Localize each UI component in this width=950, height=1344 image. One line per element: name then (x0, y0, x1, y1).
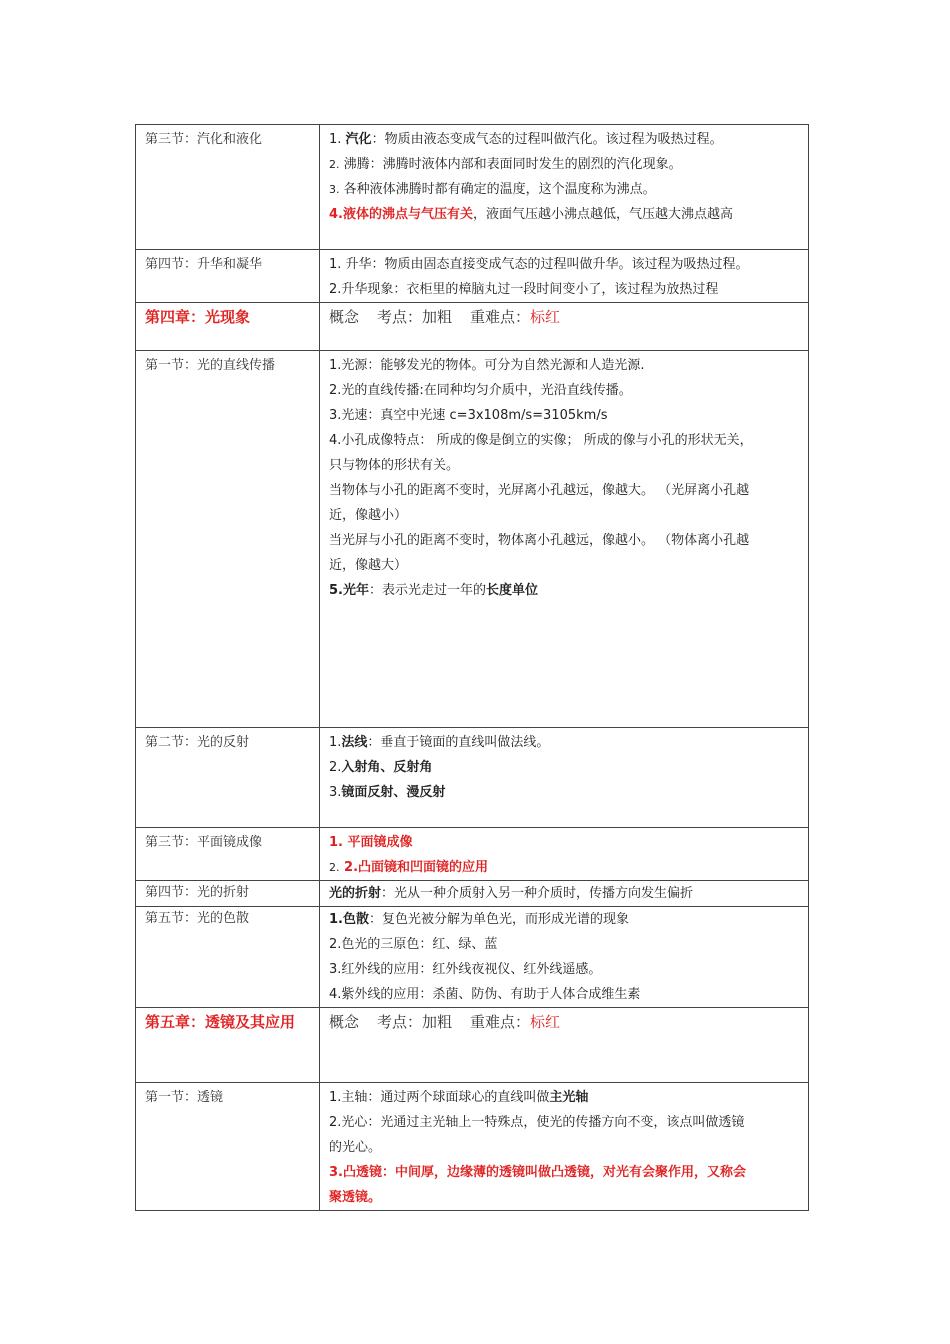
row-content (320, 125, 808, 227)
content-line (329, 202, 800, 227)
row-content (320, 250, 808, 302)
text-segment: 4.小孔成像特点： 所成的像是倒立的实像； 所成的像与小孔的形状无关， (329, 433, 753, 448)
text-segment: 沸腾：沸腾时液体内部和表面同时发生的剧烈的汽化现象。 (339, 157, 682, 172)
text-segment: 1.主轴：通过两个球面球心的直线叫做 (329, 1090, 550, 1105)
text-segment: ：垂直于镜面的直线叫做法线。 (367, 735, 550, 750)
legend-concept: 概念 (329, 308, 360, 326)
text-segment: ：复色光被分解为单色光，而形成光谱的现象 (368, 912, 629, 927)
content-line (329, 428, 800, 453)
section-title: 第二节：光的反射 (145, 735, 250, 750)
text-segment: 2.色光的三原色：红、绿、蓝 (329, 937, 498, 952)
text-segment: 1. 平面镜成像 (329, 835, 413, 850)
legend-bold: 考点：加粗 (377, 1013, 453, 1031)
text-segment: 2. (329, 861, 340, 874)
text-segment: 4. (329, 207, 343, 222)
text-segment: 近，像越大） (329, 558, 408, 573)
legend-key: 重难点： (470, 1013, 531, 1031)
content-line (329, 553, 800, 578)
section-title: 第四节：光的折射 (145, 885, 250, 900)
text-segment: 近，像越小） (329, 508, 408, 523)
text-segment: 2.光心：光通过主光轴上一特殊点，使光的传播方向不变，该点叫做透镜 (329, 1115, 745, 1130)
content-line (329, 177, 800, 202)
section-title: 第四节：升华和凝华 (145, 257, 263, 272)
text-segment: 聚透镜。 (329, 1190, 382, 1205)
text-segment: 1. 升华：物质由固态直接变成气态的过程叫做升华。该过程为吸热过程。 (329, 257, 749, 272)
text-segment: 4.紫外线的应用：杀菌、防伪、有助于人体合成维生素 (329, 987, 641, 1002)
content-line (329, 855, 800, 880)
content-line (329, 453, 800, 478)
row-content (320, 881, 808, 906)
content-line (329, 881, 800, 906)
text-segment: ：表示光走过一年的 (368, 583, 486, 598)
table-row (136, 728, 809, 828)
table-row (136, 828, 809, 881)
content-line (329, 932, 800, 957)
content-line (329, 755, 800, 780)
text-segment: 3.光速：真空中光速 c=3x108m/s=3105km/s (329, 408, 608, 423)
chapter-title: 第四章：光现象 (145, 308, 251, 326)
content-line (329, 957, 800, 982)
text-segment: 只与物体的形状有关。 (329, 458, 460, 473)
chapter-title: 第五章：透镜及其应用 (145, 1013, 296, 1031)
content-line (329, 578, 800, 603)
legend-red: 标红 (530, 308, 561, 326)
content-line (329, 1135, 800, 1160)
text-segment: 主光轴 (549, 1090, 589, 1105)
text-segment: 汽化 (345, 132, 372, 147)
section-title: 第一节：光的直线传播 (145, 358, 276, 373)
text-segment: ：光从一种介质射入另一种介质时，传播方向发生偏折 (381, 886, 694, 901)
content-line (329, 1160, 800, 1185)
text-segment: 2. (329, 158, 340, 171)
content-line (329, 830, 800, 855)
text-segment: 各种液体沸腾时都有确定的温度，这个温度称为沸点。 (339, 182, 656, 197)
text-segment: 2.凸面镜和凹面镜的应用 (339, 860, 489, 875)
row-content (320, 828, 808, 880)
content-line (329, 730, 800, 755)
text-segment: 2.光的直线传播:在同种均匀介质中，光沿直线传播。 (329, 383, 632, 398)
content-line (329, 478, 800, 503)
text-segment: 3.红外线的应用：红外线夜视仪、红外线遥感。 (329, 962, 602, 977)
row-content (320, 351, 808, 603)
text-segment: 液体的沸点与气压有关 (342, 207, 473, 222)
table-row (136, 351, 809, 728)
chapter-row (136, 1008, 809, 1083)
section-title: 第五节：光的色散 (145, 911, 250, 926)
content-line (329, 1085, 800, 1110)
notes-table (135, 124, 809, 1211)
table-row (136, 907, 809, 1008)
text-segment: 3.凸透镜：中间厚，边缘薄的透镜叫做凸透镜，对光有会聚作用，又称会 (329, 1165, 746, 1180)
text-segment: 1. (329, 735, 342, 750)
text-segment: 3. (329, 785, 342, 800)
content-line (329, 353, 800, 378)
text-segment: ：物质由液态变成气态的过程叫做汽化。该过程为吸热过程。 (371, 132, 723, 147)
text-segment: 2. (329, 760, 342, 775)
content-line (329, 403, 800, 428)
text-segment: 5.光年 (329, 583, 369, 598)
row-content (320, 907, 808, 1007)
table-row (136, 125, 809, 250)
text-segment: 3. (329, 183, 340, 196)
legend-concept: 概念 (329, 1013, 360, 1031)
content-line (329, 528, 800, 553)
text-segment: 法线 (341, 735, 368, 750)
text-segment: 的光心。 (329, 1140, 382, 1155)
text-segment: 镜面反射、漫反射 (341, 785, 446, 800)
section-title: 第一节：透镜 (145, 1090, 224, 1105)
content-line (329, 503, 800, 528)
content-line (329, 277, 800, 302)
legend-key: 重难点： (470, 308, 531, 326)
legend (320, 303, 808, 330)
text-segment: 当物体与小孔的距离不变时，光屏离小孔越远，像越大。 （光屏离小孔越 (329, 483, 750, 498)
text-segment: 1.光源：能够发光的物体。可分为自然光源和人造光源. (329, 358, 645, 373)
content-line (329, 780, 800, 805)
text-segment: 1.色散 (329, 912, 369, 927)
table-row (136, 250, 809, 303)
legend-bold: 考点：加粗 (377, 308, 453, 326)
content-line (329, 378, 800, 403)
table-row (136, 881, 809, 907)
content-line (329, 152, 800, 177)
content-line (329, 907, 800, 932)
text-segment: 光的折射 (329, 886, 382, 901)
table-row (136, 1083, 809, 1211)
chapter-row (136, 303, 809, 351)
content-line (329, 1110, 800, 1135)
content-line (329, 1185, 800, 1210)
legend (320, 1008, 808, 1035)
text-segment: 1. (329, 132, 346, 147)
row-content (320, 728, 808, 805)
text-segment: 入射角、反射角 (341, 760, 433, 775)
text-segment: 长度单位 (486, 583, 539, 598)
row-content (320, 1083, 808, 1210)
section-title: 第三节：汽化和液化 (145, 132, 263, 147)
text-segment: 2.升华现象：衣柜里的樟脑丸过一段时间变小了，该过程为放热过程 (329, 282, 719, 297)
text-segment: ，液面气压越小沸点越低，气压越大沸点越高 (473, 207, 734, 222)
section-title: 第三节：平面镜成像 (145, 835, 263, 850)
text-segment: 当光屏与小孔的距离不变时，物体离小孔越远，像越小。 （物体离小孔越 (329, 533, 750, 548)
content-line (329, 127, 800, 152)
legend-red: 标红 (530, 1013, 561, 1031)
content-line (329, 982, 800, 1007)
content-line (329, 252, 800, 277)
